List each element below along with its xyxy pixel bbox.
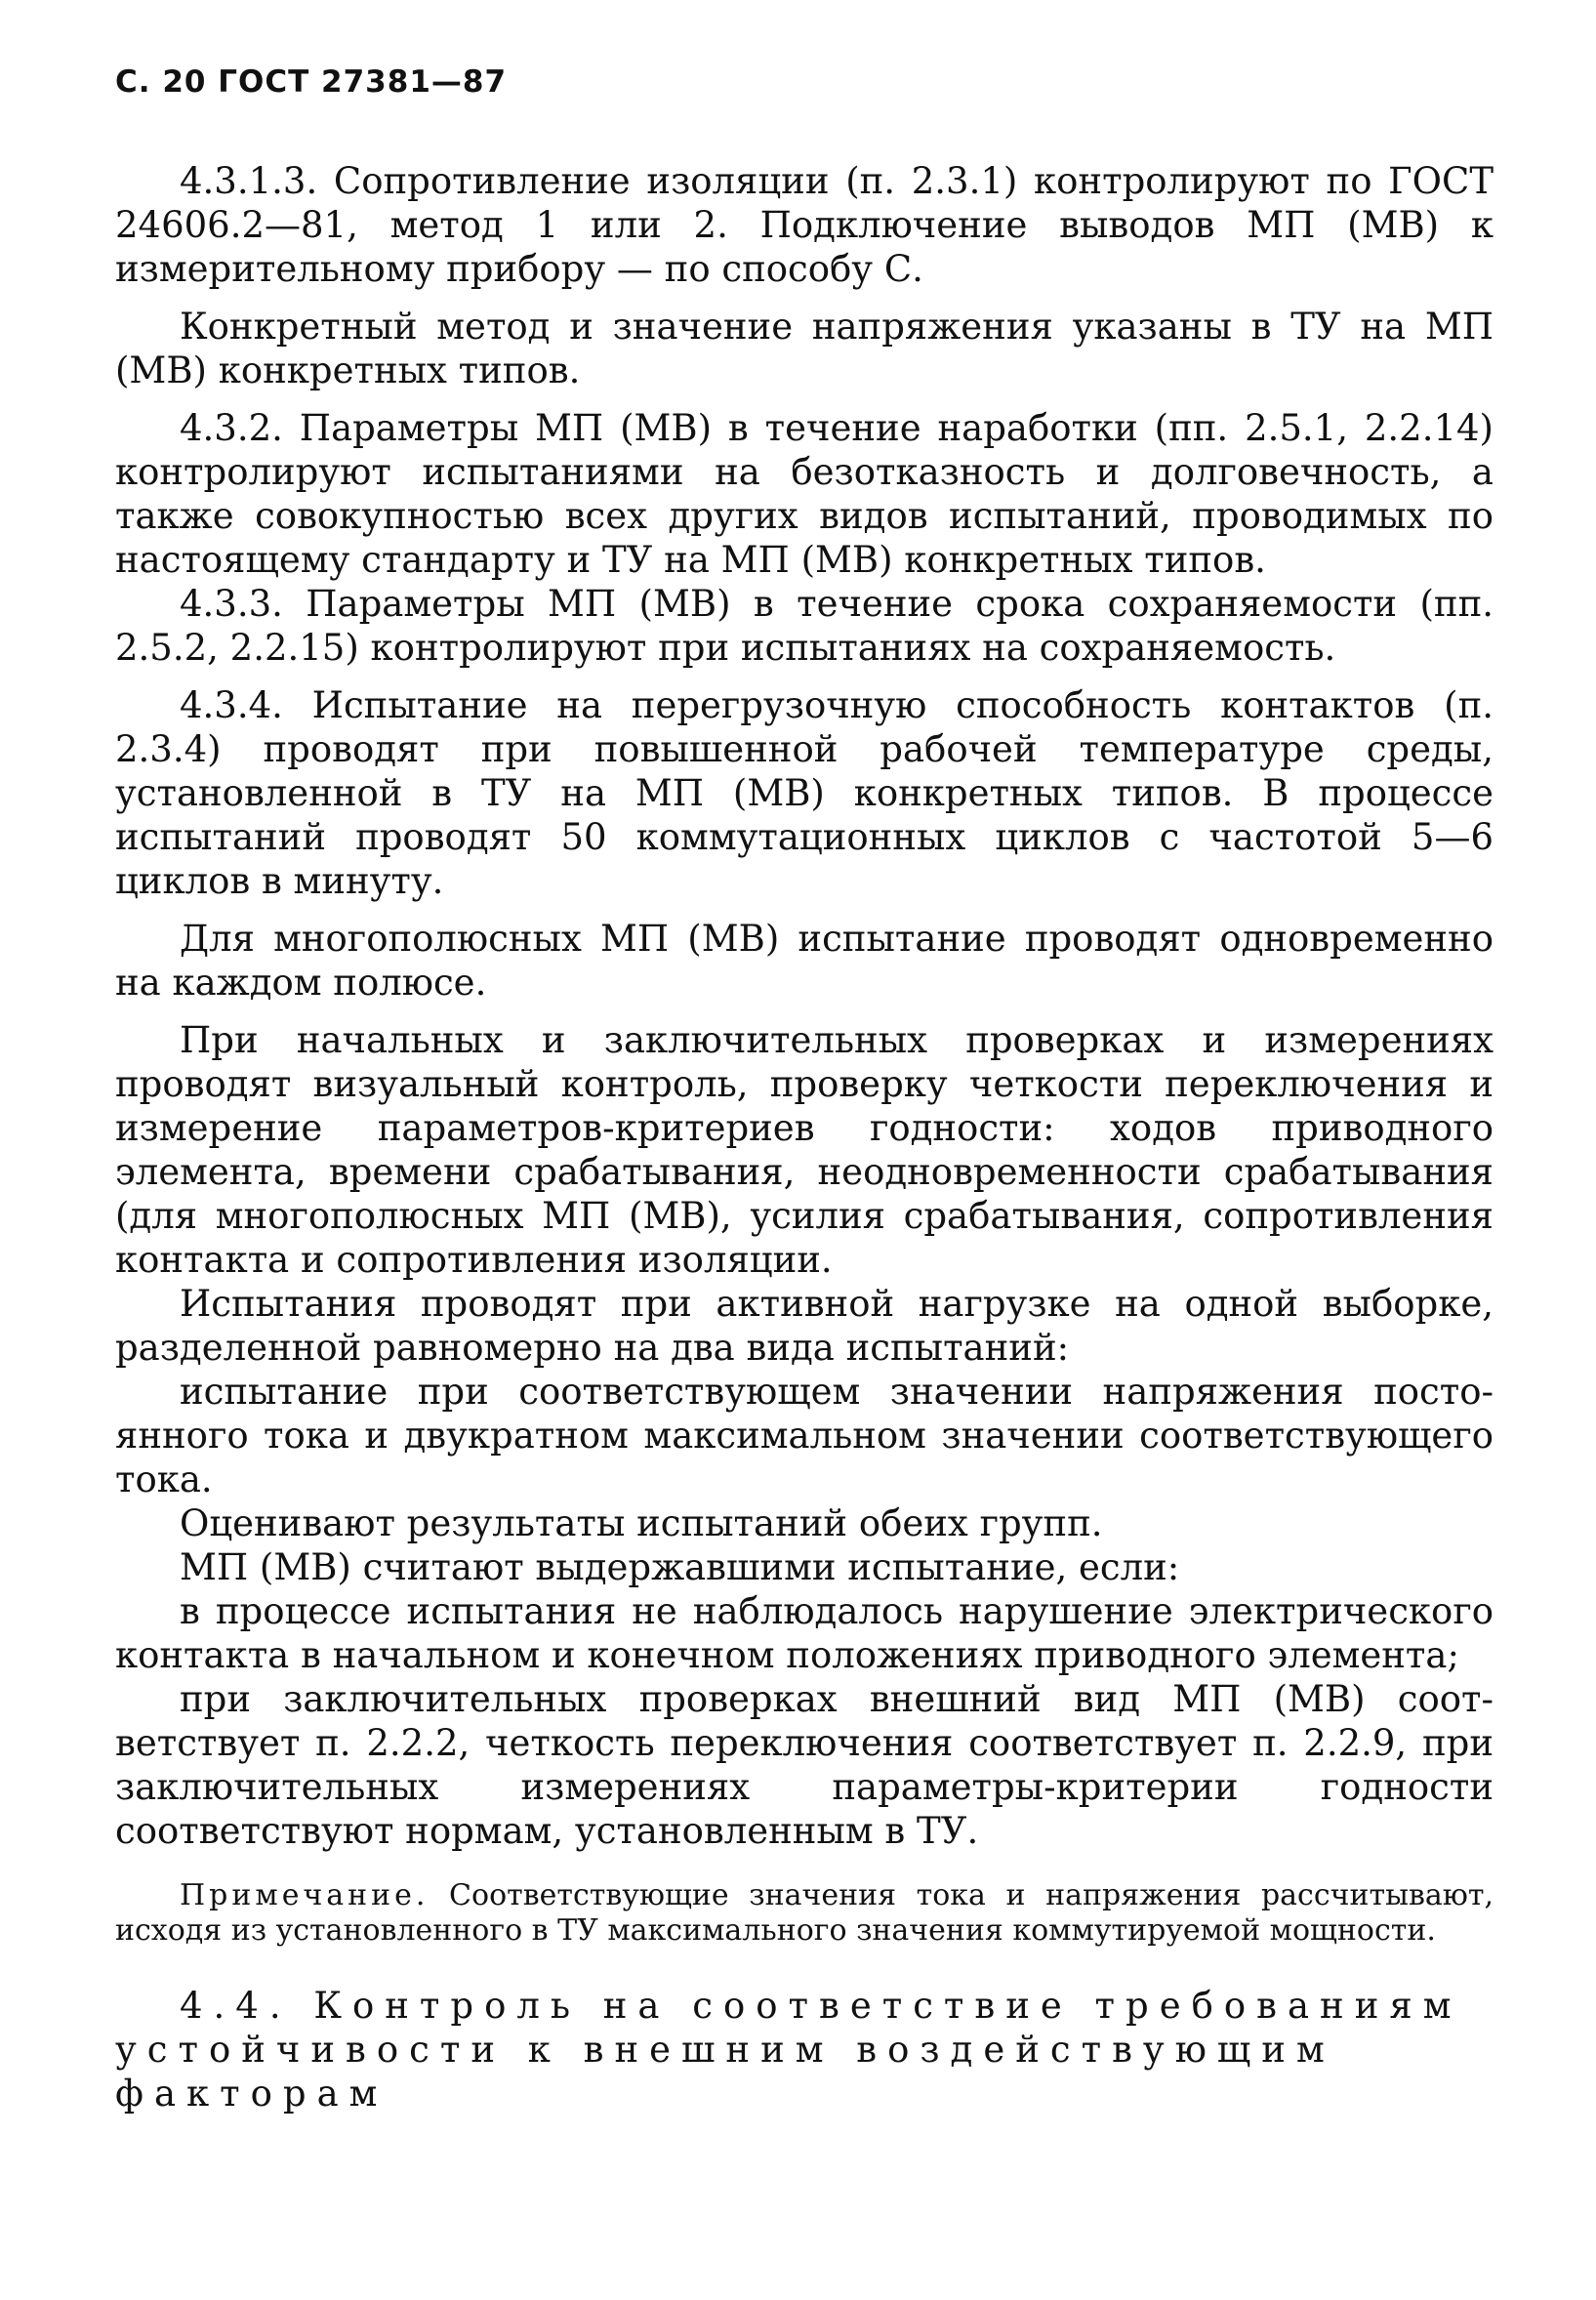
paragraph-load-test: Испытания проводят при активной нагрузке на одной выборке, разделенной равномерно на два вида испытаний: — [115, 1283, 1494, 1369]
paragraph-4-3-3: 4.3.3. Параметры МП (МВ) в течение срока сохраняемости (пп. 2.5.2, 2.2.15) контролируют при испытаниях на сохраняемость. — [115, 583, 1494, 669]
page-header: С. 20 ГОСТ 27381—87 — [115, 64, 508, 100]
paragraph-method-note: Конкретный метод и значение напряжения указаны в ТУ на МП (МВ) конкретных типов. — [115, 306, 1494, 391]
paragraph-4-3-2: 4.3.2. Параметры МП (МВ) в течение наработки (пп. 2.5.1, 2.2.14) контролируют испытаниями на безотказность и долговечность, а также совокупностью всех других видов испытаний, проводимых по настоящему стандарту и ТУ на МП (МВ) конкретных типов. — [115, 407, 1494, 581]
paragraph-criterion-final: при заключительных проверках внешний вид МП (МВ) соответствует п. 2.2.2, четкость переключения соответствует п. 2.2.9, при заключительных измерениях параметры-критерии годности соответствуют нормам, установленным в ТУ. — [115, 1678, 1494, 1852]
note-text: Соответствующие значения тока и напряжения рассчитывают, исходя из установленного в ТУ максимального значения коммутируемой мощности. — [115, 1878, 1494, 1948]
note — [115, 1878, 1494, 1949]
note-label: Примечание. — [180, 1878, 430, 1912]
paragraph-criterion-contact: в процессе испытания не наблюдалось нарушение электрического контакта в начальном и конечном положениях приводного элемента; — [115, 1590, 1494, 1676]
paragraph-4-3-1-3: 4.3.1.3. Сопротивление изоляции (п. 2.3.1) контролируют по ГОСТ 24606.2—81, метод 1 или 2. Подключение выводов МП (МВ) к измерительному прибору — по способу С. — [115, 160, 1494, 290]
paragraph-multipole: Для многополюсных МП (МВ) испытание проводят одновременно на каждом полюсе. — [115, 918, 1494, 1004]
section-heading-4-4: 4.4. Контроль на соответствие требованиям устойчивости к внешним воздействующим факторам — [115, 1985, 1462, 2115]
paragraph-checks: При начальных и заключительных проверках и измерениях проводят визуальный контроль, проверку четкости переключения и измерение параметров-критериев годности: ходов приводного элемента, времени срабатывания, неодновременности срабатывания (для многополюсных МП (МВ), усилия срабатывания, сопротивления контакта и сопротивления изоляции. — [115, 1019, 1494, 1281]
paragraph-criteria: МП (МВ) считают выдержавшими испытание, если: — [180, 1546, 1180, 1588]
paragraph-4-3-4: 4.3.4. Испытание на перегрузочную способность контактов (п. 2.3.4) проводят при повышенной рабочей температуре среды, установленной в ТУ на МП (МВ) конкретных типов. В процессе испытаний проводят 50 коммутационных циклов с частотой 5—6 циклов в минуту. — [115, 684, 1494, 902]
paragraph-evaluate: Оценивают результаты испытаний обеих групп. — [180, 1502, 1103, 1544]
paragraph-test-current: испытание при соответствующем значении напряжения постоянного тока и двукратном максимальном значении соответствующего тока. — [115, 1371, 1494, 1500]
document-page — [115, 61, 1494, 2115]
